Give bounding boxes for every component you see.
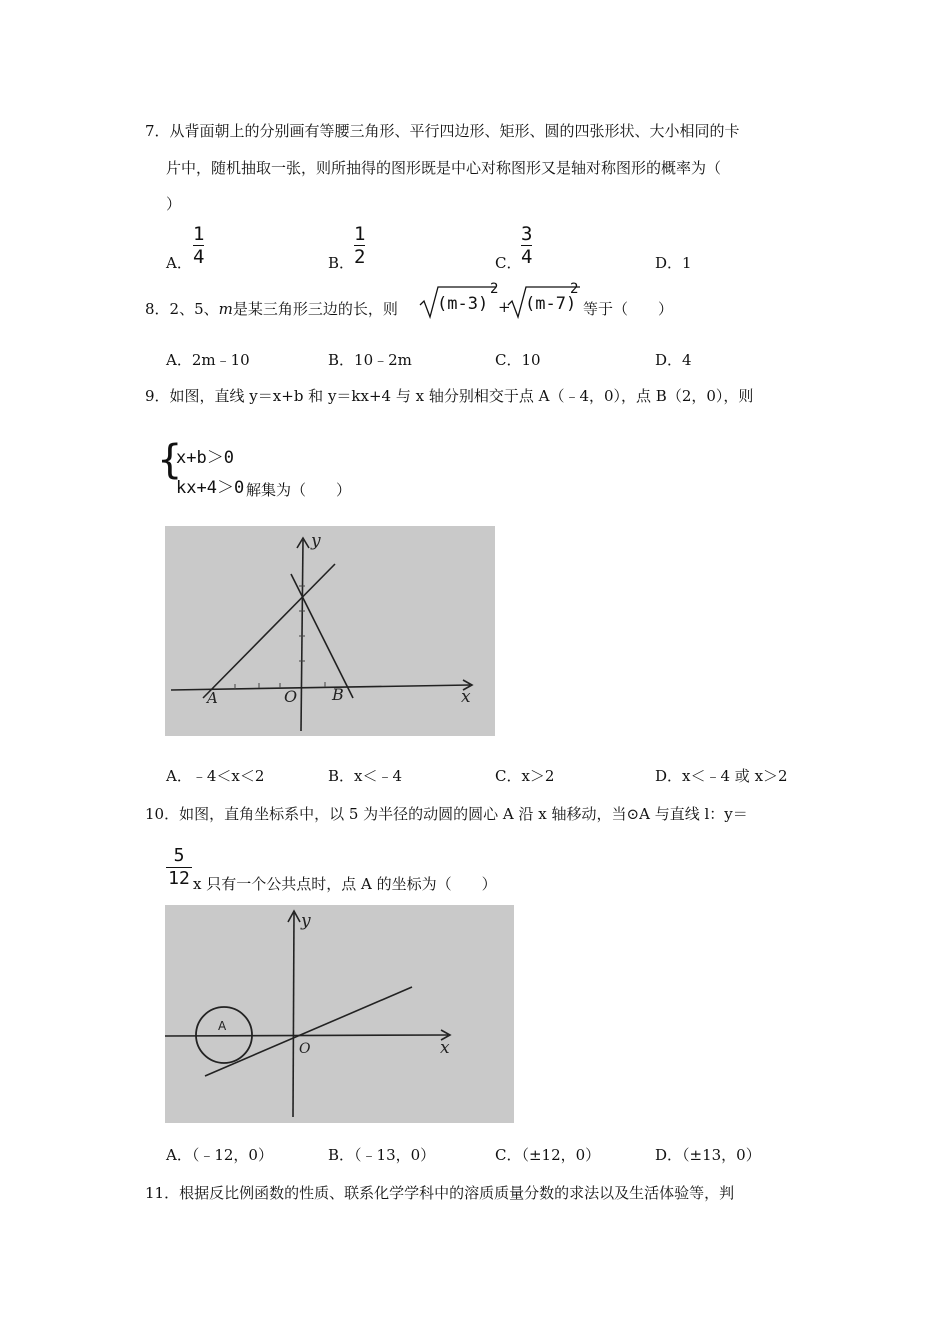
q8-option-d[interactable]: D．4	[655, 351, 692, 369]
q8-plus: +	[498, 298, 511, 316]
q7-text-line1: 7．从背面朝上的分别画有等腰三角形、平行四边形、矩形、圆的四张形状、大小相同的卡	[145, 122, 740, 140]
q9-inequality-2: kx+4＞0	[176, 478, 245, 498]
q8-exponent-1: 2	[490, 281, 499, 297]
q10-figure-origin-label: O	[299, 1041, 311, 1057]
q9-figure-point-a-label: A	[207, 689, 218, 707]
q8-option-a[interactable]: A．2m﹣10	[166, 351, 250, 369]
q7-option-b-label: B．	[328, 254, 355, 272]
q8-suffix: 等于（ ）	[583, 300, 674, 318]
q8-radicand-1: (m-3)	[437, 294, 489, 314]
q8-text-prefix	[145, 298, 398, 319]
q7-text-line3: ）	[166, 195, 182, 213]
q10-figure	[165, 905, 514, 1123]
q9-option-d[interactable]: D．x＜﹣4 或 x＞2	[655, 767, 788, 785]
q10-figure-circle-label: A	[218, 1019, 227, 1033]
q7-option-c-fraction: 3 4	[521, 223, 533, 268]
q9-tail: 解集为（ ）	[246, 481, 352, 499]
q9-inequality-1: x+b＞0	[176, 448, 234, 468]
q8-option-c[interactable]: C．10	[495, 351, 541, 369]
q10-tail: x 只有一个公共点时，点 A 的坐标为（ ）	[193, 875, 497, 893]
q7-option-b-fraction: 1 2	[354, 223, 366, 268]
q7-option-a-label: A．	[166, 254, 192, 272]
q9-figure	[165, 526, 495, 736]
q10-text-line1: 10．如图，直角坐标系中，以 5 为半径的动圆的圆心 A 沿 x 轴移动，当⊙A 与直线 l：y＝	[145, 805, 748, 823]
q10-fraction: 5 12	[166, 846, 192, 889]
q7-option-d[interactable]: D．1	[655, 254, 692, 272]
q7-text-line2: 片中，随机抽取一张，则所抽得的图形既是中心对称图形又是轴对称图形的概率为（	[166, 159, 722, 177]
q10-option-a[interactable]: A．（﹣12，0）	[166, 1146, 273, 1164]
q9-figure-point-b-label: B	[332, 685, 344, 704]
q10-figure-y-label: y	[301, 911, 311, 931]
q8-radicand-2: (m-7)	[525, 294, 577, 314]
q11-text-line1: 11．根据反比例函数的性质、联系化学学科中的溶质质量分数的求法以及生活体验等，判	[145, 1184, 735, 1202]
q9-option-c[interactable]: C．x＞2	[495, 767, 555, 785]
q9-figure-origin-label: O	[284, 687, 298, 706]
q9-figure-x-label: x	[461, 687, 471, 707]
q8-option-b[interactable]: B．10﹣2m	[328, 351, 412, 369]
q9-option-a[interactable]: A．﹣4＜x＜2	[166, 767, 265, 785]
q8-mid: 是某三角形三边的长，则	[232, 300, 398, 318]
q8-prefix: 8．2、5、	[145, 300, 219, 318]
q9-figure-y-label: y	[311, 531, 321, 551]
q9-text-line1: 9．如图，直线 y＝x+b 和 y＝kx+4 与 x 轴分别相交于点 A（﹣4，0），点 B（2，0），则	[145, 387, 754, 405]
q8-exponent-2: 2	[570, 281, 579, 297]
q10-figure-x-label: x	[440, 1038, 450, 1058]
q9-option-b[interactable]: B．x＜﹣4	[328, 767, 403, 785]
q7-option-a-fraction: 1 4	[193, 223, 205, 268]
q10-option-b[interactable]: B．（﹣13，0）	[328, 1146, 436, 1164]
q10-option-d[interactable]: D．（±13，0）	[655, 1146, 761, 1164]
q10-option-c[interactable]: C．（±12，0）	[495, 1146, 601, 1164]
q8-var-m: m	[218, 300, 233, 318]
q7-option-c-label: C．	[495, 254, 522, 272]
q9-system-brace: {	[157, 437, 183, 483]
